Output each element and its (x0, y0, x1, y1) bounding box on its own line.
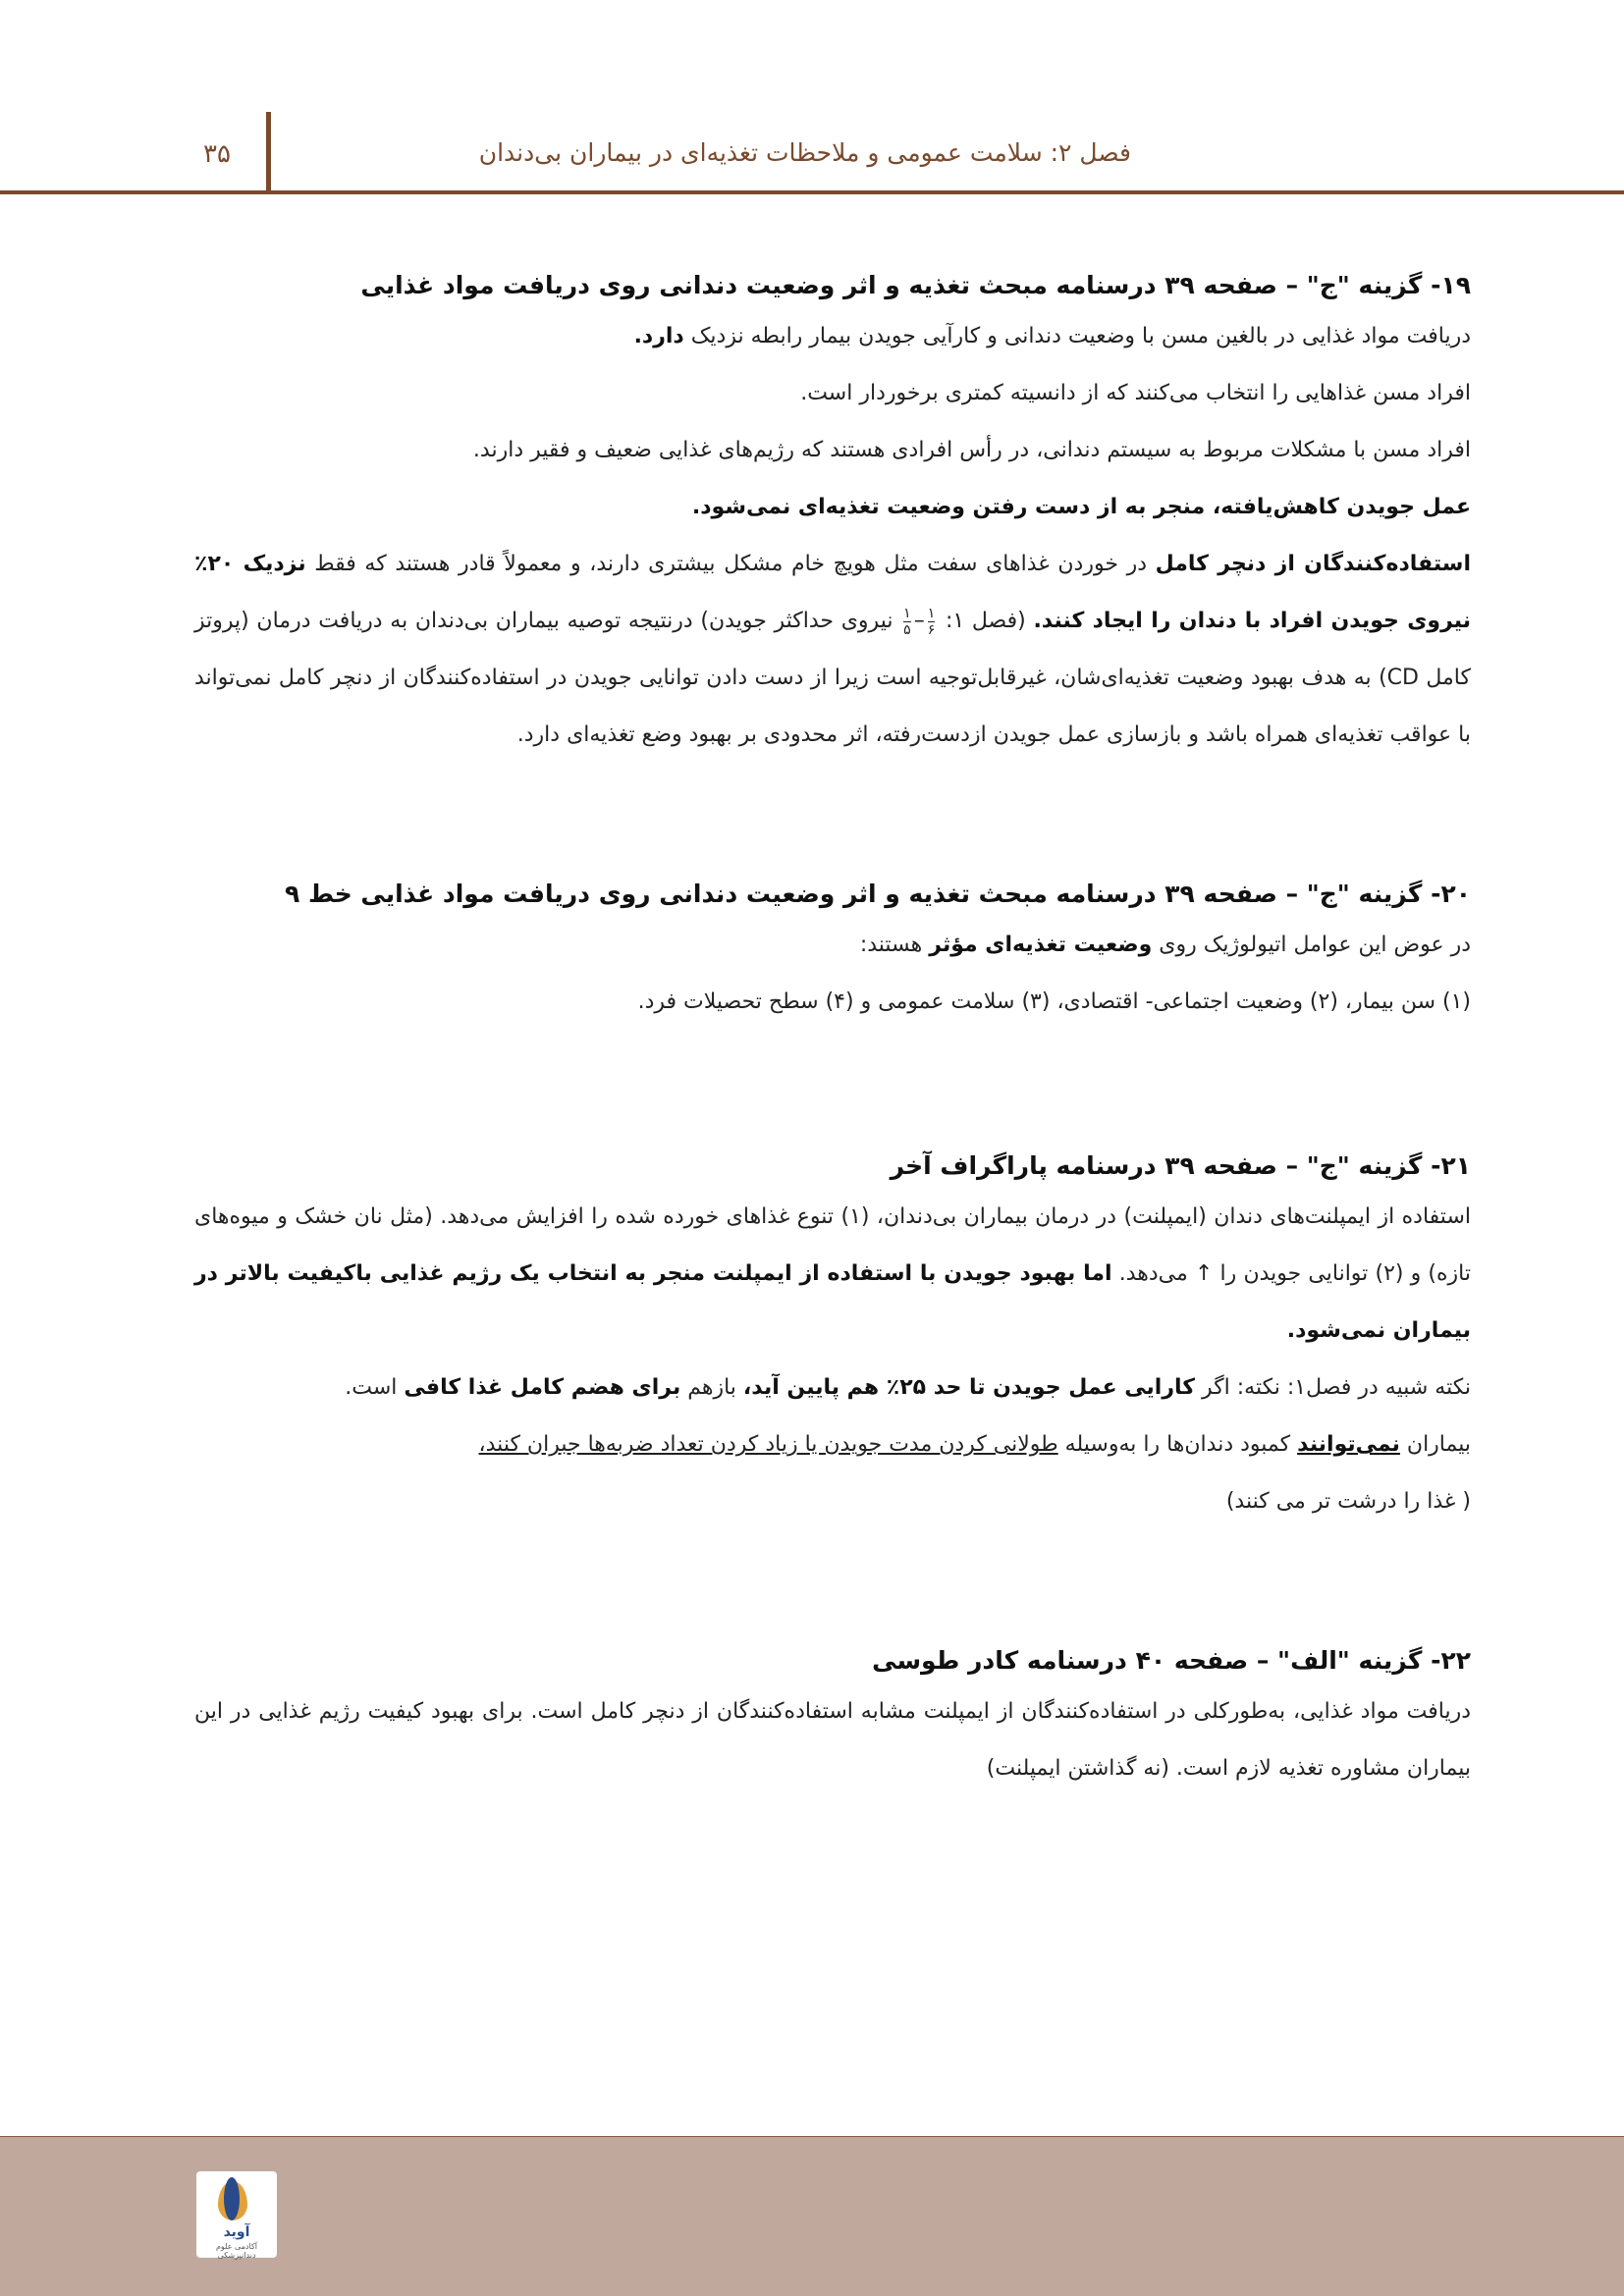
header-divider (266, 112, 271, 192)
logo-leaf-icon (224, 2177, 240, 2220)
fraction-one-sixth: $\frac{۱}{۶}$ (927, 605, 936, 638)
page-content (194, 263, 1471, 1797)
question-21-title: ۲۱- گزینه "ج" – صفحه ۳۹ درسنامه پاراگراف آخر (890, 1151, 1471, 1180)
q21-paragraph-1: استفاده از ایمپلنت‌های دندان (ایمپلنت) در درمان بیماران بی‌دندان، (۱) تنوع غذاهای خورده شده را افزایش می‌دهد. (مثل نان خشک و میوه‌های تازه) و (۲) توانایی جویدن را ↑ می‌دهد. اما بهبود جویدن با استفاده از ایمپلنت منجر به انتخاب یک رژیم غذایی باکیفیت بالاتر در بیماران نمی‌شود. (194, 1204, 1471, 1343)
avid-logo (196, 2171, 277, 2258)
logo-text: آوید (223, 2224, 250, 2240)
question-22 (194, 1638, 1471, 1797)
page-number: ۳۵ (203, 139, 231, 169)
question-21 (194, 1144, 1471, 1530)
q21-paragraph-3: بیماران نمی‌توانند کمبود دندان‌ها را به‌وسیله طولانی کردن مدت جویدن یا زیاد کردن تعداد ضربه‌ها جبران کنند، (478, 1432, 1471, 1457)
q20-paragraph-2: (۱) سن بیمار، (۲) وضعیت اجتماعی- اقتصادی، (۳) سلامت عمومی و (۴) سطح تحصیلات فرد. (637, 989, 1471, 1014)
q19-paragraph-1: دریافت مواد غذایی در بالغین مسن با وضعیت دندانی و کارآیی جویدن بیمار رابطه نزدیک دارد. (633, 324, 1471, 348)
q19-paragraph-3: افراد مسن با مشکلات مربوط به سیستم دندانی، در رأس افرادی هستند که رژیم‌های غذایی ضعیف و فقیر دارند. (472, 438, 1471, 462)
q19-paragraph-5: استفاده‌کنندگان از دنچر کامل در خوردن غذاهای سفت مثل هویچ خام مشکل بیشتری دارند، و معمولاً قادر هستند که فقط نزدیک ۲۰٪ نیروی جویدن افراد با دندان را ایجاد کنند. (فصل ۱: $\frac{۱}{۶}$ – $\frac{۱}{۵}$ نیروی حداکثر جویدن) درنتیجه توصیه بیماران بی‌دندان به دریافت درمان (پروتز کامل CD) به هدف بهبود وضعیت تغذیه‌ای‌شان، غیرقابل‌توجیه است زیرا از دست دادن توانایی جویدن در استفاده‌کنندگان از دنچر کامل نمی‌تواند با عواقب تغذیه‌ای همراه باشد و بازسازی عمل جویدن ازدست‌رفته، اثر محدودی بر بهبود وضع تغذیه‌ای دارد. (194, 552, 1472, 747)
q21-paragraph-2: نکته شبیه در فصل۱: نکته: اگر کارایی عمل جویدن تا حد ۲۵٪ هم پایین آید، بازهم برای هضم کامل غذا کافی است. (345, 1375, 1471, 1400)
chapter-title: فصل ۲: سلامت عمومی و ملاحظات تغذیه‌ای در بیماران بی‌دندان (478, 138, 1131, 167)
q22-paragraph-1: دریافت مواد غذایی، به‌طورکلی در استفاده‌کنندگان از ایمپلنت مشابه استفاده‌کنندگان از دنچر کامل است. برای بهبود کیفیت رژیم غذایی در این بیماران مشاوره تغذیه لازم است. (نه گذاشتن ایمپلنت) (194, 1699, 1471, 1781)
fraction-one-fifth: $\frac{۱}{۵}$ (903, 605, 911, 638)
question-19-title: ۱۹- گزینه "ج" – صفحه ۳۹ درسنامه مبحث تغذیه و اثر وضعیت دندانی روی دریافت مواد غذایی (360, 271, 1471, 299)
logo-subtext: آکادمی علوم دندانپزشکی (215, 2242, 258, 2260)
question-22-title: ۲۲- گزینه "الف" – صفحه ۴۰ درسنامه کادر طوسی (872, 1646, 1471, 1675)
q19-paragraph-4: عمل جویدن کاهش‌یافته، منجر به از دست رفتن وضعیت تغذیه‌ای نمی‌شود. (691, 495, 1471, 519)
question-19 (194, 263, 1471, 764)
question-20-title: ۲۰- گزینه "ج" – صفحه ۳۹ درسنامه مبحث تغذیه و اثر وضعیت دندانی روی دریافت مواد غذایی خط ۹ (284, 880, 1471, 908)
header-rule (0, 190, 1624, 194)
question-20 (194, 872, 1471, 1031)
q19-paragraph-2: افراد مسن غذاهایی را انتخاب می‌کنند که از دانسیته کمتری برخوردار است. (800, 381, 1471, 405)
q20-paragraph-1: در عوض این عوامل اتیولوژیک روی وضعیت تغذیه‌ای مؤثر هستند: (859, 933, 1471, 957)
q21-paragraph-4: ( غذا را درشت تر می کنند) (1225, 1489, 1471, 1514)
